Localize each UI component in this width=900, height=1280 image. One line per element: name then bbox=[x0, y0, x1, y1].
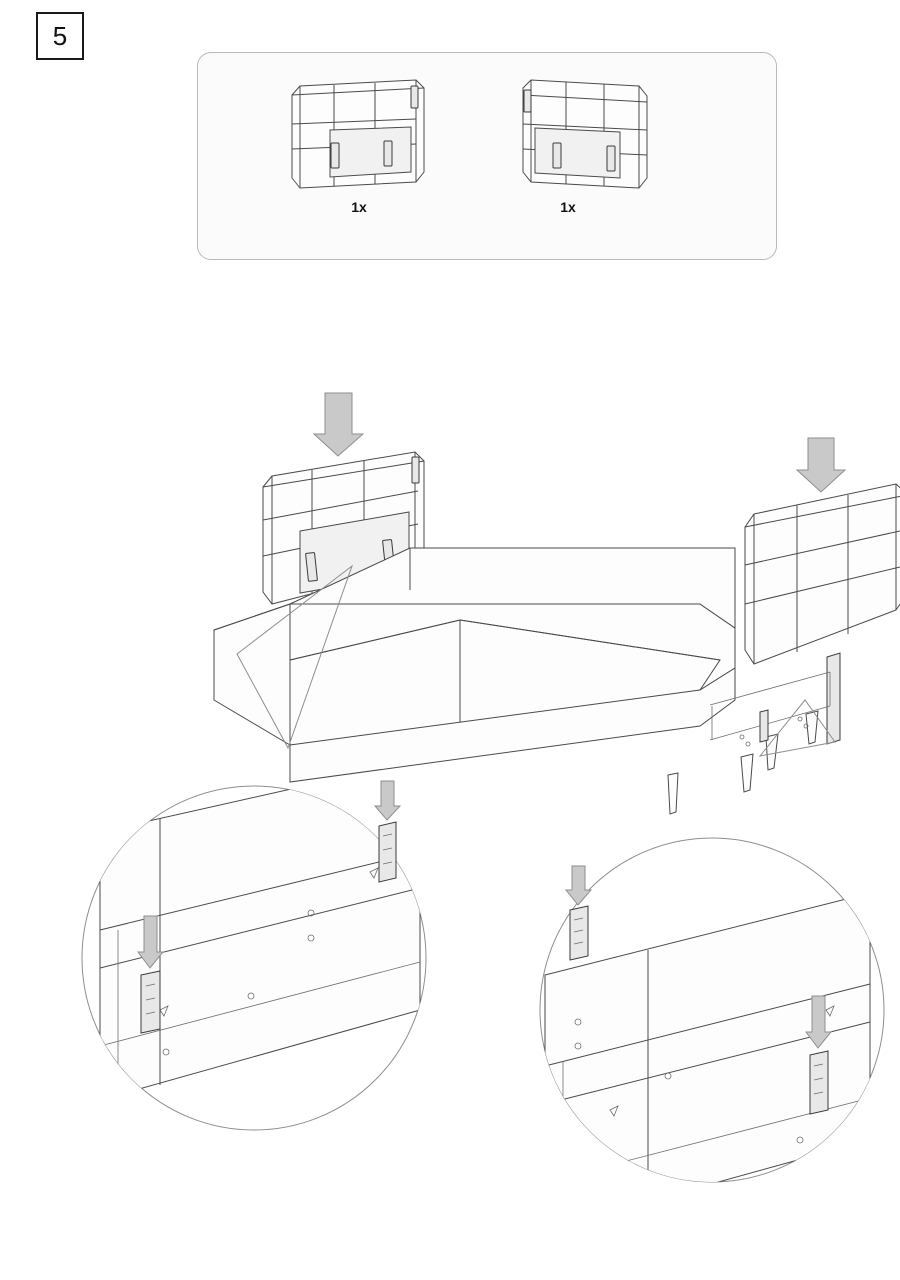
part-quantity-left: 1x bbox=[351, 199, 367, 215]
install-arrow-right bbox=[797, 0, 900, 492]
detail-view-right bbox=[540, 838, 884, 1230]
detail-bracket-right-upper bbox=[570, 906, 588, 960]
detail-arrow-left-upper bbox=[375, 781, 400, 820]
callout-cone-right bbox=[760, 700, 835, 756]
detail-view-left bbox=[82, 760, 426, 1130]
sofa-body bbox=[214, 548, 830, 814]
detail-arrow-right-upper bbox=[566, 866, 591, 905]
detail-bracket-left-lower bbox=[141, 971, 160, 1033]
callout-cone-left bbox=[237, 566, 352, 748]
step-number: 5 bbox=[52, 21, 68, 51]
parts-panel bbox=[197, 52, 777, 260]
detail-arrow-right-lower bbox=[806, 996, 831, 1048]
step-number-box bbox=[36, 12, 84, 60]
backrest-left-installing bbox=[263, 452, 424, 604]
install-arrow-left bbox=[314, 393, 363, 456]
detail-arrow-left-lower bbox=[138, 916, 163, 968]
detail-bracket-right-lower bbox=[810, 1051, 828, 1114]
detail-bracket-left-upper bbox=[379, 822, 396, 882]
backrest-right-installing bbox=[745, 484, 900, 744]
sofa-assembly bbox=[214, 452, 900, 814]
part-quantity-right: 1x bbox=[560, 199, 576, 215]
